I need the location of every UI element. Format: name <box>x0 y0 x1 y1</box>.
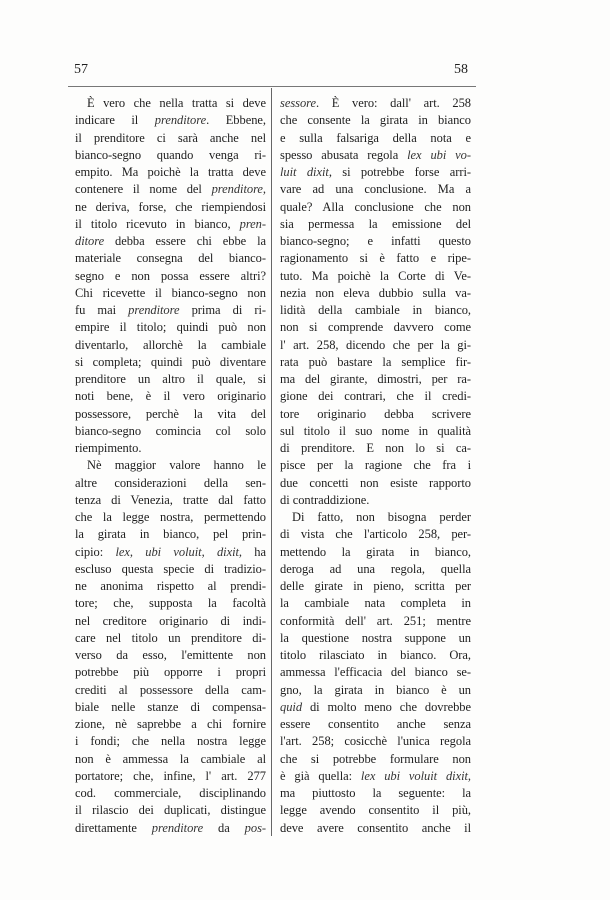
text-line: mettendo la girata in bianco, <box>280 544 471 559</box>
text-line: legge avendo consentito il più, <box>280 803 471 818</box>
text-line <box>75 302 266 319</box>
text-line: rata può bastare la semplice fir- <box>280 354 471 369</box>
text-line: materiale consegna del bianco- <box>75 251 266 266</box>
text-line: empito. Ma poichè la tratta deve <box>75 165 266 179</box>
text-line: bianco-segno comincia col solo <box>75 423 266 438</box>
text-line: il rilascio dei duplicati, distingue <box>75 803 266 818</box>
text-line: di vista che l'articolo 258, per- <box>280 527 471 542</box>
text-line: due concetti non esiste rapporto <box>280 475 471 490</box>
text-line: potrebbe più opporre i propri <box>75 665 266 680</box>
text-line: si completa; quindi può diventare <box>75 354 266 369</box>
text-line: empire il titolo; quindi può non <box>75 320 266 335</box>
paragraph <box>280 95 471 509</box>
italic-text: prenditore, <box>211 182 266 197</box>
text-line: la cambiale nata completa in <box>280 596 471 611</box>
text-line: ammessa l'efficacia del bianco se- <box>280 665 471 680</box>
text-line <box>75 181 266 198</box>
italic-text: quid <box>280 699 303 714</box>
page-number-left: 57 <box>74 62 88 77</box>
text-line <box>280 699 471 716</box>
text-line: biale nelle stanze di compensa- <box>75 699 266 714</box>
header-rule <box>68 86 476 87</box>
italic-text: lex ubi voluit dixit, <box>360 768 471 783</box>
text-line: tore originario debba scrivere <box>280 406 471 421</box>
text-segment: il titolo ricevuto in bianco, <box>75 216 240 231</box>
text-line: bianco-segno; e infatti questo <box>280 234 471 248</box>
italic-text: lex ubi vo- <box>407 147 471 162</box>
text-line: sia permessa la emissione del <box>280 216 471 231</box>
text-segment: , si potrebbe forse arri- <box>328 165 471 179</box>
text-line: cod. commerciale, disciplinando <box>75 786 266 800</box>
text-line: di prenditore. E non lo si ca- <box>280 441 471 455</box>
text-line <box>280 768 471 785</box>
text-line: ne deriva, forse, che riempiendosi <box>75 199 266 214</box>
text-line <box>75 820 266 837</box>
italic-text: prenditore <box>151 820 204 835</box>
text-segment: fu mai <box>75 303 129 317</box>
text-line: che consente la girata in bianco <box>280 113 471 128</box>
text-line <box>75 233 266 250</box>
text-segment: ha <box>242 544 266 559</box>
text-line: ragionamento si è fatto e ripe- <box>280 251 471 266</box>
text-segment: cipio: <box>75 544 116 559</box>
text-line: pisce per la ragione che fra i <box>280 458 471 473</box>
text-line <box>75 544 266 561</box>
text-line: Di fatto, non bisogna perder <box>292 510 471 524</box>
text-segment: debba essere chi ebbe la <box>104 234 266 248</box>
text-line: segno e non possa essere altri? <box>75 268 266 283</box>
text-line: nezia non eleva dubbio sulla va- <box>280 285 471 300</box>
text-line: l' art. 258, dicendo che per la gi- <box>280 337 471 352</box>
text-line: possessore, perchè la vita del <box>75 406 266 421</box>
text-segment: di molto meno che dovrebbe <box>302 699 471 714</box>
text-line: conformità dell' art. 251; mentre <box>280 613 471 628</box>
text-line: che si potrebbe formulare non <box>280 751 471 766</box>
text-segment: . Ebbene, <box>206 113 266 128</box>
text-line: titolo rilasciato in bianco. Ora, <box>280 648 471 662</box>
page-number-right: 58 <box>454 62 468 77</box>
italic-text: pos- <box>244 820 266 835</box>
text-segment: spesso abusata regola <box>280 147 408 162</box>
text-line: deve avere consentito anche il <box>280 820 471 835</box>
text-column-right <box>280 95 471 837</box>
text-line: lidità della cambiale in bianco, <box>280 303 471 317</box>
italic-text: luit dixit <box>280 165 329 179</box>
text-line: deroga ad una regola, quella <box>280 561 471 576</box>
text-line <box>280 164 471 181</box>
text-line: care nel titolo un prenditore di- <box>75 630 266 645</box>
text-line: zione, nè saprebbe a chi fornire <box>75 717 266 731</box>
text-line: di contraddizione. <box>280 492 370 507</box>
text-line: tenza di Venezia, tratte dal fatto <box>75 492 266 507</box>
paragraph <box>280 509 471 837</box>
text-line: riempimento. <box>75 441 142 455</box>
paragraph <box>75 457 266 837</box>
text-line: vare ad una conclusione. Ma a <box>280 182 471 197</box>
text-line: Chi ricevette il bianco-segno non <box>75 285 266 300</box>
text-line: escluso questa specie di tradizio- <box>75 561 266 576</box>
text-line: È vero che nella tratta si deve <box>87 96 266 110</box>
text-line: non è ammessa la cambiale al <box>75 751 266 766</box>
text-segment: indicare il <box>75 113 155 128</box>
text-line: sul titolo il suo nome in qualità <box>280 423 471 438</box>
text-line: crediti al possessore della cam- <box>75 682 266 697</box>
text-segment: da <box>203 820 245 835</box>
text-line: tuto. Ma poichè la Corte di Ve- <box>280 268 471 283</box>
text-line: e sulla falsariga della nota e <box>280 130 471 145</box>
text-line: bianco-segno quando venga ri- <box>75 147 266 162</box>
text-line: nel creditore originario di indi- <box>75 613 266 628</box>
italic-text: lex, ubi voluit, dixit, <box>115 544 242 559</box>
text-line: diventarlo, allorchè la cambiale <box>75 337 266 352</box>
text-segment: è già quella: <box>280 768 361 783</box>
text-line: la girata in bianco, pel prin- <box>75 527 266 542</box>
text-line <box>280 95 471 112</box>
text-line: portatore; che, infine, l' art. 277 <box>75 768 266 783</box>
text-line: tore; che, supposta la facoltà <box>75 596 266 611</box>
italic-text: prenditore <box>128 303 180 317</box>
text-segment: contenere il nome del <box>75 182 212 197</box>
text-segment: . È vero: dall' art. 258 <box>316 96 471 110</box>
paragraph <box>75 95 266 457</box>
text-line: essere consentito anche senza <box>280 717 471 731</box>
text-line: Nè maggior valore hanno le <box>87 458 266 473</box>
text-line: verso da esso, l'emittente non <box>75 648 266 662</box>
text-line: non si comprende davvero come <box>280 320 471 335</box>
text-line: gno, la girata in bianco è un <box>280 682 471 697</box>
text-line <box>75 112 266 129</box>
text-line: i fondi; che nella nostra legge <box>75 734 266 749</box>
text-line: quale? Alla conclusione che non <box>280 199 471 214</box>
text-line: che la legge nostra, permettendo <box>75 510 266 524</box>
text-line: il prenditore ci sarà anche nel <box>75 130 266 145</box>
text-segment: direttamente <box>75 820 152 835</box>
text-line <box>75 216 266 233</box>
text-line: la questione nostra suppone un <box>280 630 471 645</box>
text-line <box>280 147 471 164</box>
text-line: ma piuttosto la seguente: la <box>280 786 471 800</box>
text-segment: prima di ri- <box>179 303 266 317</box>
text-column-left <box>75 95 266 837</box>
text-line: l'art. 258; cosicchè l'unica regola <box>280 734 471 749</box>
text-line: delle girate in pieno, scritta per <box>280 579 471 593</box>
italic-text: prenditore <box>154 113 207 128</box>
text-line: prenditore un altro il quale, si <box>75 372 266 386</box>
italic-text: sessore <box>280 96 316 110</box>
italic-text: ditore <box>75 234 105 248</box>
italic-text: pren- <box>239 216 266 231</box>
text-line: ne anonima rispetto al prendi- <box>75 579 266 593</box>
text-line: ma del girante, dimostri, per ra- <box>280 372 471 386</box>
text-line: noti bene, è il vero originario <box>75 389 266 404</box>
text-line: gione dei contrari, che il credi- <box>280 389 471 404</box>
text-line: altre considerazioni della sen- <box>75 475 266 490</box>
column-divider <box>271 88 272 836</box>
